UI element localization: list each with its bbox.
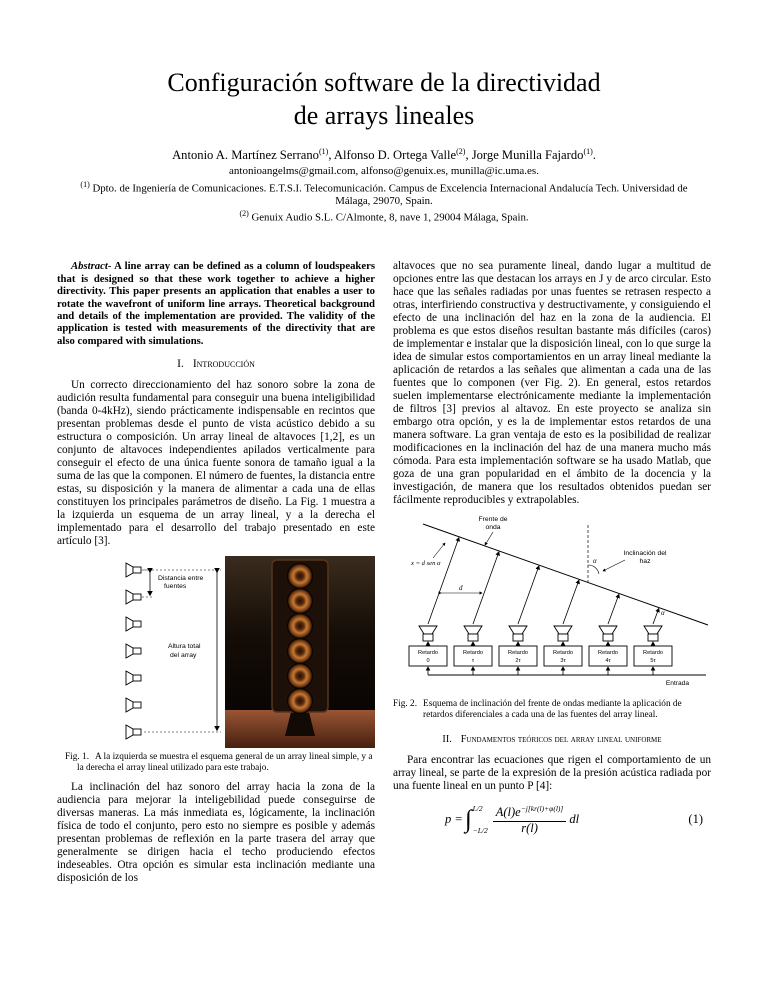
- affiliation-text: Genuix Audio S.L. C/Almonte, 8, nave 1, 29004 Málaga, Spain.: [248, 211, 529, 224]
- delay-box: [544, 642, 582, 675]
- section-heading-2: [393, 733, 711, 746]
- delay-box: [454, 642, 492, 675]
- x-label-leader: [433, 543, 445, 558]
- fig2-caption: [393, 699, 711, 720]
- delay-box: [589, 642, 627, 675]
- delay-box: [409, 642, 447, 675]
- left-column: [57, 260, 375, 885]
- delay-box: [634, 642, 672, 675]
- authors-line: [57, 147, 711, 163]
- fig1-caption: [57, 752, 375, 773]
- fig1-caption-text: A la izquierda se muestra el esquema general de un array lineal simple, y a la derecha el array lineal utilizado para este trabajo.: [77, 752, 373, 773]
- radiation-arrow: [473, 552, 499, 624]
- right-column: [393, 260, 711, 885]
- fig2-delay-diagram: [393, 513, 711, 693]
- delay-box-label: Retardo: [598, 650, 618, 657]
- speaker-icon: [126, 563, 141, 577]
- wavefront-leader: [485, 532, 493, 545]
- numerator-base: A(l)e: [495, 804, 521, 819]
- integral-upper-limit: L/2: [472, 803, 483, 813]
- speaker-icon: [126, 725, 141, 739]
- inclination-leader: [603, 560, 625, 571]
- integral-lower-limit: −L/2: [472, 826, 488, 836]
- speaker-icon: [126, 644, 141, 658]
- speaker-icon: [126, 617, 141, 631]
- author-name: Antonio A. Martínez Serrano: [172, 147, 319, 162]
- figure-1: [120, 556, 375, 748]
- delay-box-label: Retardo: [418, 650, 438, 657]
- delay-box-label: Retardo: [553, 650, 573, 657]
- inclination-label-line1: Inclinación del: [623, 550, 667, 558]
- radiation-arrow: [563, 581, 579, 625]
- driver: [288, 564, 313, 589]
- radiation-arrow: [518, 566, 539, 624]
- radiation-arrow: [608, 595, 619, 625]
- delay-boxes: [409, 642, 672, 675]
- speaker-icon: [554, 626, 572, 641]
- delay-box-value: 5τ: [650, 658, 656, 665]
- section-title: Introducción: [192, 358, 255, 371]
- speaker-icon: [599, 626, 617, 641]
- wavefront-label-line2: onda: [485, 524, 501, 532]
- abstract-label: Abstract-: [71, 260, 112, 273]
- height-label-line1: Altura total: [168, 643, 201, 651]
- affiliation-text: Dpto. de Ingeniería de Comunicaciones. E.T.S.I. Telecomunicación. Campus de Excelencia Internacional Andalucía Tech. Universidad de Málaga, 29070, Spain.: [89, 182, 688, 208]
- section-number: I.: [177, 358, 184, 371]
- angle-arc: [588, 565, 599, 574]
- integral-glyph: ∫: [464, 806, 472, 834]
- fig1-caption-label: Fig. 1.: [65, 752, 90, 763]
- fraction-numerator: [493, 805, 567, 822]
- radiation-arrow: [428, 538, 459, 624]
- author-superscript: (1): [318, 146, 329, 156]
- author-superscript: (2): [456, 146, 466, 156]
- fig2-caption-label: Fig. 2.: [393, 699, 418, 710]
- driver: [288, 639, 313, 664]
- radiation-arrow: [653, 609, 659, 625]
- author-separator: .: [592, 147, 596, 162]
- delay-box-value: 4τ: [605, 658, 611, 665]
- speaker-icon: [509, 626, 527, 641]
- emails-line: antonioangelms@gmail.com, alfonso@genuix.es, munilla@ic.uma.es.: [229, 164, 539, 177]
- section-title: Fundamentos teóricos del array lineal uniforme: [460, 733, 662, 745]
- equation-differential: dl: [569, 812, 580, 827]
- author-superscript: (1): [583, 146, 593, 156]
- driver: [288, 689, 313, 714]
- speaker-icon: [126, 698, 141, 712]
- affiliation-2: [74, 209, 694, 225]
- fig1-array-photo: [225, 556, 375, 748]
- speaker-icon: [126, 671, 141, 685]
- abstract: [57, 260, 375, 347]
- input-label: Entrada: [665, 680, 689, 688]
- delay-box-value: 2τ: [515, 658, 521, 665]
- wavefront-line: [423, 524, 708, 625]
- figure-2: [393, 513, 711, 697]
- delay-box-label: Retardo: [508, 650, 528, 657]
- left-paragraph-2: La inclinación del haz sonoro del array hacia la zona de la audiencia para mejorar la inteligebilidad puede conseguirse de diversas maneras. La más inmediata es, lógicamente, la inclinación física de todo el conjunto, pero esto no siempre es posible y además presentan problemas de reflexión en la parte trasera del array que generalmente se dirigen hacia el techo produciendo efectos indeseables. Otra opción es simular esta inclinación mediante una disposición de los: [57, 781, 375, 885]
- distance-label-line2: fuentes: [164, 583, 187, 591]
- driver: [288, 664, 313, 689]
- section-number: II.: [442, 733, 452, 745]
- right-paragraph-2: Para encontrar las ecuaciones que rigen el comportamiento de un array lineal, se parte de la expresión de la presión acústica radiada por una fuente lineal en un punto P [4]:: [393, 753, 711, 792]
- delay-box-value: 0: [426, 658, 430, 665]
- delay-box-value: τ: [471, 658, 475, 665]
- affiliation-superscript: (1): [80, 179, 90, 189]
- section-heading-1: [57, 358, 375, 371]
- distance-label-line1: Distancia entre: [158, 575, 204, 583]
- fraction-denominator: r(l): [521, 820, 538, 835]
- title-line-2: de arrays lineales: [293, 101, 475, 131]
- speaker-icon: [126, 590, 141, 604]
- equation-lhs: p =: [445, 812, 463, 827]
- author-separator: ,: [328, 147, 334, 162]
- integral-limits: [473, 805, 488, 835]
- alpha-label-2: α: [661, 609, 665, 618]
- right-paragraph-1: altavoces que no sea puramente lineal, dando lugar a multitud de opciones entre las que destacan los arrays en J y de arco circular. Esto hace que las señales radiadas por unas fuentes se retrasen respecto a otras, interfiriendo constructiva y destructivamente, y consiguiendo el efecto de una inclinación del haz en la zona de la audiencia. El problema es que estos diseños resultan bastante más difíciles (caros) de implementar e instalar que la disposición lineal, con lo que surge la idea de simular estos comportamientos en un array lineal mediante la aplicación de retardos a las señales que alimentan a cada una de las fuentes que lo componen (ver Fig. 2). En general, estos retardos suelen implementarse electrónicamente mediante la implementación de filtros [3] previos al altavoz. En este proyecto se analiza sin embargo otra opción, y es la de implementar estos retardos de una manera software. La gran ventaja de esto es la posibilidad de realizar modificaciones en la inclinación del haz de una manera mucho más cómoda. Para esta implementación software se ha usado Matlab, que goza de una gran popularidad en el ámbito de la docencia y la investigación, de manera que los resultados obtenidos puedan ser fácilmente reproducibles y extrapolables.: [393, 260, 711, 507]
- fig1-array-schematic: [120, 556, 225, 748]
- intro-paragraph: Un correcto direccionamiento del haz sonoro sobre la zona de audición resulta fundamental para conseguir una buena inteligibilidad (banda 0-4kHz), siendo prácticamente indispensable en recintos que presentan problemas desde el punto de vista acústico debido a su estructura o composición. Un array lineal de altavoces [1,2], es un conjunto de altavoces independientes apilados verticalmente para conseguir el efecto de una única fuente sonora de tamaño igual a la suma de las que la componen. El número de fuentes, la distancia entre estas, su disposición y la manera de alimentar a cada una de ellas constituyen los principales parámetros de diseño. La Fig. 1 muestra a la izquierda un esquema de un array lineal, y a la derecha el implementado para el desarrollo del trabajo presentado en este artículo [3].: [57, 379, 375, 548]
- wavefront-label-line1: Frente de: [478, 516, 508, 524]
- numerator-exponent: −j[kr(l)+φ(l)]: [520, 803, 564, 813]
- inclination-label-line2: haz: [639, 558, 651, 566]
- delay-box-label: Retardo: [463, 650, 483, 657]
- driver: [288, 614, 313, 639]
- driver: [288, 589, 313, 614]
- speaker-icon: [464, 626, 482, 641]
- equation-1: [393, 805, 711, 836]
- equation-fraction: [493, 805, 567, 836]
- paper-title: [57, 66, 711, 133]
- integral-sign: [465, 805, 488, 835]
- fig2-caption-text: Esquema de inclinación del frente de ondas mediante la aplicación de retardos diferenciales a cada una de las fuentes del array lineal.: [423, 699, 682, 721]
- author-name: Alfonso D. Ortega Valle: [333, 147, 457, 162]
- delay-box-label: Retardo: [643, 650, 663, 657]
- delay-box-value: 3τ: [560, 658, 566, 665]
- speaker-icon: [644, 626, 662, 641]
- fig2-speaker-icons: [419, 626, 662, 641]
- abstract-text: A line array can be defined as a column of loudspeakers that is designed so that these work together to achieve a higher directivity. This paper presents an application that enables a user to rotate the wavefront of uniform line arrays. Theoretical background and details of the implementation are provided. The validity of the application is tested with measurements of the directivity that are also compared with simulations.: [57, 260, 375, 347]
- two-column-body: [57, 260, 711, 885]
- affiliation-superscript: (2): [239, 208, 249, 218]
- alpha-label-1: α: [593, 557, 597, 566]
- height-label-line2: del array: [170, 652, 197, 660]
- author-separator: ,: [465, 147, 472, 162]
- equation-number: (1): [688, 812, 703, 827]
- delay-box: [499, 642, 537, 675]
- schematic-speaker-icons: [126, 563, 141, 739]
- d-label: d: [459, 584, 463, 593]
- title-line-1: Configuración software de la directividad: [167, 68, 601, 97]
- speaker-icon: [419, 626, 437, 641]
- x-equation-label: x = d sen α: [411, 560, 441, 568]
- affiliation-1: [74, 180, 694, 209]
- author-name: Jorge Munilla Fajardo: [471, 147, 584, 162]
